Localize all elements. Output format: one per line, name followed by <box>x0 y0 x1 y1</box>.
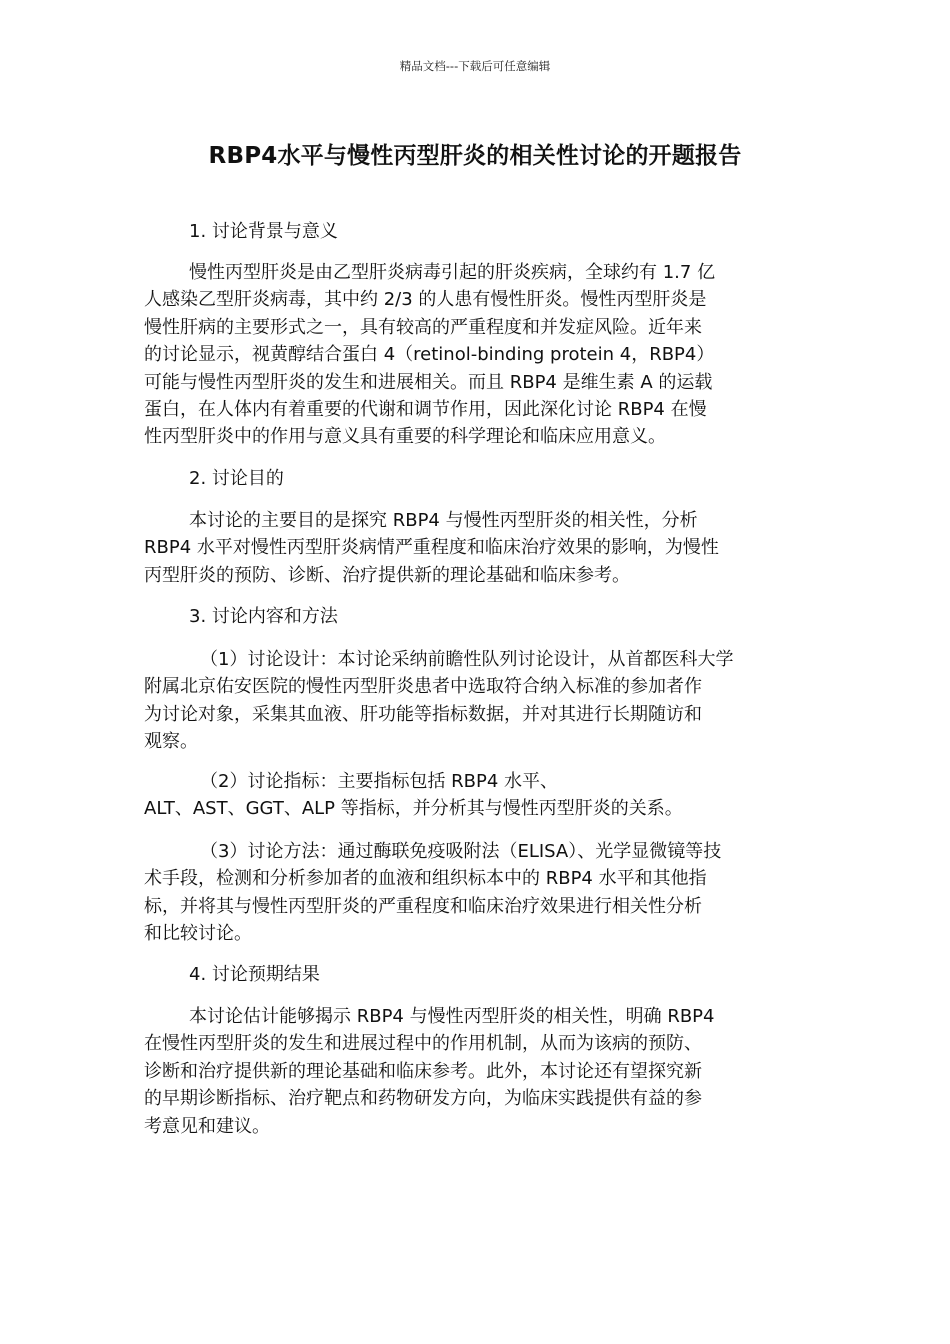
paragraph-line: 附属北京佑安医院的慢性丙型肝炎患者中选取符合纳入标准的参加者作 <box>144 676 702 698</box>
paragraph-line: RBP4 水平对慢性丙型肝炎病情严重程度和临床治疗效果的影响，为慢性 <box>144 537 719 559</box>
section-heading-expected-results: 4. 讨论预期结果 <box>189 964 320 985</box>
paragraph-line: 标，并将其与慢性丙型肝炎的严重程度和临床治疗效果进行相关性分析 <box>144 895 702 917</box>
paragraph-line: （1）讨论设计：本讨论采纳前瞻性队列讨论设计，从首都医科大学 <box>200 649 734 670</box>
paragraph-line: 性丙型肝炎中的作用与意义具有重要的科学理论和临床应用意义。 <box>144 426 666 448</box>
paragraph-line: 诊断和治疗提供新的理论基础和临床参考。此外，本讨论还有望探究新 <box>144 1060 702 1082</box>
paragraph-line: 在慢性丙型肝炎的发生和进展过程中的作用机制，从而为该病的预防、 <box>144 1033 702 1055</box>
paragraph-indicators <box>144 768 809 823</box>
section-heading-purpose: 2. 讨论目的 <box>189 468 284 489</box>
paragraph-line: 考意见和建议。 <box>144 1115 270 1137</box>
paragraph-line: 慢性肝病的主要形式之一，具有较高的严重程度和并发症风险。近年来 <box>144 316 702 338</box>
paragraph-method <box>144 838 809 948</box>
paragraph-background <box>144 259 809 451</box>
paragraph-line: 和比较讨论。 <box>144 923 252 945</box>
section-heading-methods: 3. 讨论内容和方法 <box>189 606 338 627</box>
paragraph-line: ALT、AST、GGT、ALP 等指标，并分析其与慢性丙型肝炎的关系。 <box>144 798 683 820</box>
section-heading-background: 1. 讨论背景与意义 <box>189 221 338 242</box>
paragraph-line: （2）讨论指标：主要指标包括 RBP4 水平、 <box>200 771 559 792</box>
paragraph-design <box>144 646 809 756</box>
paragraph-line: 可能与慢性丙型肝炎的发生和进展相关。而且 RBP4 是维生素 A 的运载 <box>144 371 713 393</box>
paragraph-line: 蛋白，在人体内有着重要的代谢和调节作用，因此深化讨论 RBP4 在慢 <box>144 399 707 421</box>
paragraph-purpose <box>144 507 809 589</box>
paragraph-line: 的讨论显示，视黄醇结合蛋白 4（retinol-binding protein 4，RBP4） <box>144 344 715 366</box>
paragraph-line: 丙型肝炎的预防、诊断、治疗提供新的理论基础和临床参考。 <box>144 564 630 586</box>
paragraph-line: 的早期诊断指标、治疗靶点和药物研发方向，为临床实践提供有益的参 <box>144 1088 702 1110</box>
paragraph-line: 为讨论对象，采集其血液、肝功能等指标数据，并对其进行长期随访和 <box>144 703 702 725</box>
document-title: RBP4水平与慢性丙型肝炎的相关性讨论的开题报告 <box>208 143 742 169</box>
paragraph-line: 慢性丙型肝炎是由乙型肝炎病毒引起的肝炎疾病，全球约有 1.7 亿 <box>189 262 716 283</box>
page-header: 精品文档---下载后可任意编辑 <box>399 59 551 73</box>
paragraph-line: 术手段，检测和分析参加者的血液和组织标本中的 RBP4 水平和其他指 <box>144 868 707 890</box>
paragraph-line: 本讨论估计能够揭示 RBP4 与慢性丙型肝炎的相关性，明确 RBP4 <box>189 1006 715 1027</box>
paragraph-line: 本讨论的主要目的是探究 RBP4 与慢性丙型肝炎的相关性，分析 <box>189 510 698 531</box>
paragraph-expected-results <box>144 1003 809 1140</box>
paragraph-line: 观察。 <box>144 731 198 753</box>
paragraph-line: （3）讨论方法：通过酶联免疫吸附法（ELISA）、光学显微镜等技 <box>200 841 722 862</box>
paragraph-line: 人感染乙型肝炎病毒，其中约 2/3 的人患有慢性肝炎。慢性丙型肝炎是 <box>144 289 707 311</box>
